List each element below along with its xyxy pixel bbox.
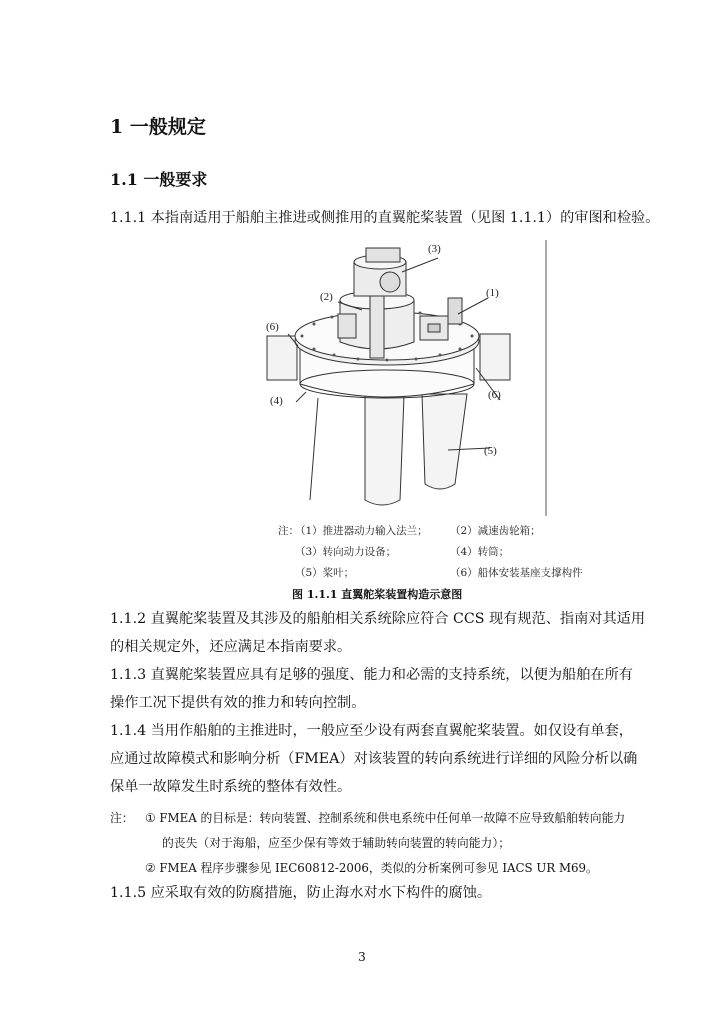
paragraph-1-1-1: 1.1.1 本指南适用于船舶主推进或侧推用的直翼舵桨装置（见图 1.1.1）的审图和检验。: [110, 210, 660, 226]
subsection-heading: 1.1 一般要求: [110, 170, 208, 189]
paragraph-1-1-3-line-2: 操作工况下提供有效的推力和转向控制。: [110, 695, 366, 711]
legend-item-2: （2）减速齿轮箱；: [450, 525, 541, 537]
legend-item-3: （3）转向动力设备；: [295, 546, 397, 558]
callout-5: (5): [484, 445, 497, 457]
callout-4: (4): [270, 395, 283, 407]
legend-item-6: （6）船体安装基座支撑构件: [450, 567, 583, 579]
paragraph-1-1-4-line-1: 1.1.4 当用作船舶的主推进时，一般应至少设有两套直翼舵桨装置。如仅设有单套，: [110, 723, 633, 739]
paragraph-1-1-5: 1.1.5 应采取有效的防腐措施，防止海水对水下构件的腐蚀。: [110, 885, 492, 901]
legend-prefix: 注：: [278, 525, 299, 537]
note-1-line-2: 的丧失（对于海船，应至少保有等效于辅助转向装置的转向能力）；: [162, 836, 511, 850]
note-2: ② FMEA 程序步骤参见 IEC60812-2006，类似的分析案例可参见 IACS UR M69。: [145, 861, 598, 875]
page-number: 3: [358, 950, 366, 964]
callout-6-right: (6): [488, 389, 501, 401]
legend-item-4: （4）转筒；: [450, 546, 510, 558]
figure-caption: 图 1.1.1 直翼舵桨装置构造示意图: [292, 588, 463, 601]
paragraph-1-1-2-line-2: 的相关规定外，还应满足本指南要求。: [110, 639, 352, 655]
legend-item-1: （1）推进器动力输入法兰；: [295, 525, 428, 537]
callout-3: (3): [428, 243, 441, 255]
paragraph-1-1-4-line-3: 保单一故障发生时系统的整体有效性。: [110, 779, 352, 795]
propeller-device-figure: [262, 238, 562, 520]
legend-item-5: （5）桨叶；: [295, 567, 355, 579]
paragraph-1-1-3-line-1: 1.1.3 直翼舵桨装置应具有足够的强度、能力和必需的支持系统，以便为船舶在所有: [110, 667, 633, 683]
callout-6-left: (6): [266, 321, 279, 333]
note-1-line-1: ① FMEA 的目标是：转向装置、控制系统和供电系统中任何单一故障不应导致船舶转向能力: [145, 811, 626, 825]
paragraph-1-1-2-line-1: 1.1.2 直翼舵桨装置及其涉及的船舶相关系统除应符合 CCS 现有规范、指南对其适用: [110, 611, 646, 627]
callout-2: (2): [320, 291, 333, 303]
paragraph-1-1-4-line-2: 应通过故障模式和影响分析（FMEA）对该装置的转向系统进行详细的风险分析以确: [110, 751, 638, 767]
callout-1: (1): [486, 287, 499, 299]
section-heading: 1 一般规定: [110, 116, 206, 138]
notes-prefix: 注：: [110, 811, 134, 825]
